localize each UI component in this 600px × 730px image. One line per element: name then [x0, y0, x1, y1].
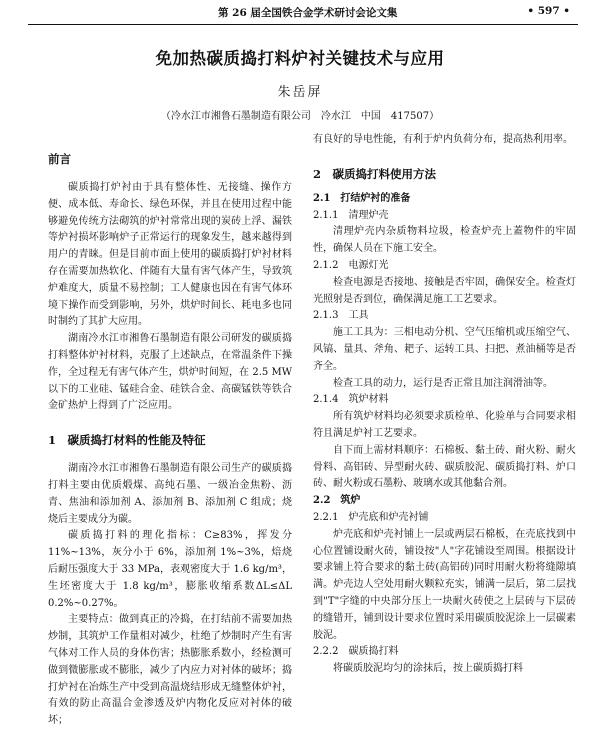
- paragraph: 清理炉壳内杂质物料垃圾，检查炉壳上蓋物件的牢固性，确保人员在下施工安全。: [313, 226, 576, 255]
- paper-title: 免加热碳质捣打料炉衬关键技术与应用: [155, 49, 445, 68]
- paragraph: 施工工具为：三相电动分机、空气压缩机或压缩空气、风镐、量具、斧角、耙子、运转工具、扫把、煮油桶等是否齐全。: [313, 327, 576, 372]
- left-column: [48, 150, 292, 730]
- author: 朱岳屏: [277, 85, 323, 100]
- paragraph: 主要特点：做到真正的冷捣，在打结前不需要加热炒制，其筑炉工作量相对减少，杜绝了炒制时产生有害气体对工作人员的身体伤害；热膨胀系数小，经检测可做到微膨胀或不膨胀，减少了内应力对衬体的破坏；捣打炉衬在冶炼生产中受到高温烧结形成无缝整体炉衬，有效的防止高温合金渗透及炉内物化反应对衬体的破坏；: [48, 614, 292, 727]
- section-heading-1: 1 碳质捣打材料的性能及特征: [48, 433, 206, 448]
- subsubsection-heading: 2.1.1 清理炉壳: [313, 209, 389, 221]
- paragraph: 检查工具的动力，运行是否正常且加注润滑油等。: [333, 377, 553, 389]
- page-number: • 597 •: [527, 5, 570, 17]
- subsubsection-heading: 2.1.2 电源灯光: [313, 259, 389, 271]
- paragraph: 将碳质胶泥均匀的涂抹后，按上碳质捣打料: [333, 663, 523, 675]
- subsubsection-heading: 2.2.2 碳质捣打料: [313, 646, 399, 658]
- subsection-heading: 2.1 打结炉衬的准备: [313, 192, 411, 204]
- paragraph: 检查电源是否接地、接触是否牢固，确保安全。检查灯光照射是否到位，确保满足施工工艺要求。: [313, 276, 576, 305]
- affiliation: （冷水江市湘鲁石墨制造有限公司 冷水江 中国 417507）: [160, 111, 440, 122]
- paragraph: 所有筑炉材料均必须要求质检单、化验单与合同要求相符且满足炉衬工艺要求。: [313, 411, 576, 439]
- subsection-heading: 2.2 筑炉: [313, 495, 361, 507]
- subsubsection-heading: 2.1.3 工具: [313, 310, 369, 322]
- subsubsection-heading: 2.1.4 筑炉材料: [313, 394, 389, 406]
- subsubsection-heading: 2.2.1 炉壳底和炉壳衬铺: [313, 511, 429, 523]
- paragraph-continued: 有良好的导电性能，有利于炉内负荷分布，提高热利用率。: [313, 134, 573, 145]
- right-column: [313, 132, 576, 678]
- journal-title: 第 26 届全国铁合金学术研讨会论文集: [218, 7, 398, 19]
- paragraph: 碳质捣打炉衬由于具有整体性、无接缝、操作方便、成本低、寿命长、绿色环保，并且在使用过程中能够避免传统方法砌筑的炉衬常常出现的炭砖上浮、漏铁等炉衬损坏影响炉子正常运行的现象发生，越来越得到用户的青睐。但是目前市面上使用的碳质捣打炉衬材料存在需要加热软化、伴随有大量有害气体产生，导致筑炉难度大，质量不易控制；工人健康也因在有害气体环境下操作而受到影响，另外，烘炉时间长、耗电多也同时制约了其扩大应用。: [48, 182, 292, 328]
- paragraph: 湖南冷水江市湘鲁石墨制造有限公司生产的碳质捣打料主要由优质煅煤、高纯石墨、一级冶金焦粉、沥青、焦油和添加剂 A、添加剂 B、添加剂 C 组成；烧烧后主要成分为碳。: [48, 463, 292, 525]
- paragraph: 炉壳底和炉壳衬铺上一层或两层石棉板，在壳底找到中心位置铺设耐火砖，铺设按"人"字花铺设至周围。根据设计要求铺上符合要求的黏土砖(高铝砖)同时用耐火粉将缝隙填满。炉壳边人空处用耐火颗粒充实，铺满一层后，第二层找到"T"字缝的中央部分压上一块耐火砖使之上层砖与下层砖的缝错开，铺到设计要求位置时采用碳质胶泥涂上一层碳素胶泥。: [313, 528, 576, 641]
- section-heading-2: 2 碳质捣打料使用方法: [313, 166, 437, 181]
- running-header: [28, 0, 578, 25]
- section-heading-preface: 前言: [48, 152, 71, 166]
- paragraph: 碳质捣打料的理化指标：C≥83%，挥发分 11%~13%，灰分小于 6%，添加剂 1%~3%，焙烧后耐压强度大于 33 MPa，表观密度大于 1.6 kg/m³，生坯密度大于 1.8 kg/m³，膨胀收缩系数ΔL≤ΔL 0.2%~0.27%。: [48, 530, 292, 609]
- paragraph: 湖南冷水江市湘鲁石墨制造有限公司研发的碳质捣打料整体炉衬材料，克服了上述缺点，在常温条件下操作，全过程无有害气体产生，烘炉时间短，在 2.5 MW 以下的工业硅、锰硅合金、硅铁合金、高碳锰铁等铁合金矿热炉上得到了广泛应用。: [48, 333, 292, 412]
- paragraph: 自下而上需材料顺序：石棉板、黏土砖、耐火粉、耐火骨料、高铝砖、异型耐火砖、碳质胶泥、碳质捣打料、炉口砖、耐火粉或石墨粉、玻璃水或其他黏合剂。: [313, 444, 576, 490]
